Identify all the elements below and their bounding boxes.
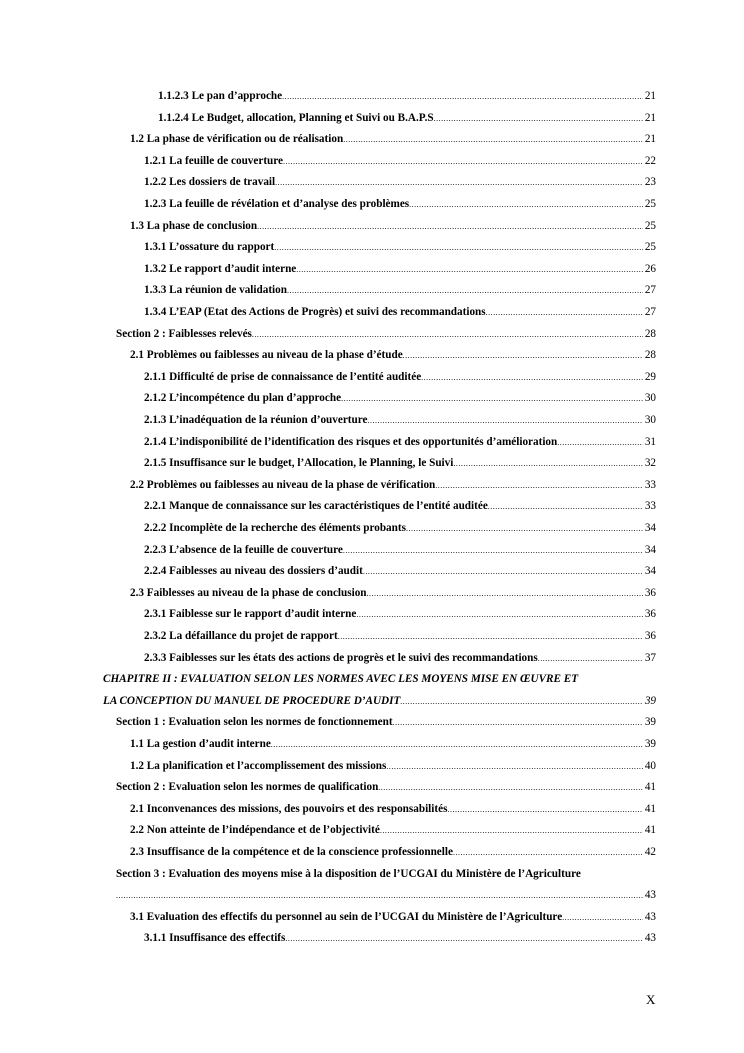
leader-dots	[282, 90, 643, 104]
leader-dots	[283, 155, 643, 169]
leader-dots	[434, 112, 643, 126]
toc-entry-ch2-2-2[interactable]: 2.2 Non atteinte de l’indépendance et de l’objectivité ..... 41	[130, 823, 656, 838]
toc-entry-2-3-1[interactable]: 2.3.1 Faiblesse sur le rapport d’audit interne ..... 36	[144, 607, 656, 622]
toc-entry-section-2[interactable]: Section 2 : Faiblesses relevés ..... 28	[116, 327, 656, 342]
toc-entry-ch2-2-3[interactable]: 2.3 Insuffisance de la compétence et de la conscience professionnelle ..... 42	[130, 845, 656, 860]
toc-entry-1-3-1[interactable]: 1.3.1 L’ossature du rapport ..... 25	[144, 240, 656, 255]
leader-dots	[400, 695, 642, 709]
leader-dots	[274, 241, 643, 255]
toc-chapter-2-heading[interactable]: CHAPITRE II : EVALUATION SELON LES NORMES AVEC LES MOYENS MISE EN ŒUVRE ET	[103, 673, 579, 685]
leader-dots	[367, 414, 642, 428]
leader-dots	[275, 176, 643, 190]
toc-entry-2-1-5[interactable]: 2.1.5 Insuffisance sur le budget, l’Allocation, le Planning, le Suivi ..... 32	[144, 456, 656, 471]
leader-dots	[447, 803, 642, 817]
toc-entry-2-1-2[interactable]: 2.1.2 L’incompétence du plan d’approche ..... 30	[144, 391, 656, 406]
leader-dots	[343, 133, 643, 147]
leader-dots	[257, 220, 643, 234]
toc-entry-ch2-1-1[interactable]: 1.1 La gestion d’audit interne ..... 39	[130, 737, 656, 752]
leader-dots	[271, 738, 643, 752]
leader-dots	[367, 587, 643, 601]
leader-dots	[338, 630, 643, 644]
leader-dots	[363, 565, 643, 579]
leader-dots	[296, 263, 643, 277]
toc-entry-ch2-3-1-1[interactable]: 3.1.1 Insuffisance des effectifs ..... 43	[144, 931, 656, 946]
toc-entry-ch2-section-2[interactable]: Section 2 : Evaluation selon les normes de qualification ..... 41	[116, 780, 656, 795]
leader-dots	[421, 371, 643, 385]
leader-dots	[538, 652, 643, 666]
toc-entry-2-2[interactable]: 2.2 Problèmes ou faiblesses au niveau de la phase de vérification ..... 33	[130, 478, 656, 493]
leader-dots	[453, 457, 642, 471]
toc-entry-1-3-4[interactable]: 1.3.4 L’EAP (Etat des Actions de Progrès) et suivi des recommandations ..... 27	[144, 305, 656, 320]
leader-dots	[386, 760, 642, 774]
toc-entry-1-3-3[interactable]: 1.3.3 La réunion de validation ..... 27	[144, 283, 656, 298]
toc-entry-ch2-1-2[interactable]: 1.2 La planification et l’accomplissement des missions ..... 40	[130, 759, 656, 774]
toc-entry-1-3-2[interactable]: 1.3.2 Le rapport d’audit interne ..... 26	[144, 262, 656, 277]
toc-entry-1-2-1[interactable]: 1.2.1 La feuille de couverture ..... 22	[144, 154, 656, 169]
page-number-footer: X	[646, 992, 656, 1007]
toc-entry-2-3[interactable]: 2.3 Faiblesses au niveau de la phase de conclusion ..... 36	[130, 586, 656, 601]
toc-entry-2-1-4[interactable]: 2.1.4 L’indisponibilité de l’identification des risques et des opportunités d’amélioration ..... 31	[144, 435, 656, 450]
leader-dots	[380, 824, 643, 838]
toc-entry-2-2-3[interactable]: 2.2.3 L’absence de la feuille de couverture ..... 34	[144, 543, 656, 558]
leader-dots	[557, 436, 643, 450]
toc-entry-2-2-1[interactable]: 2.2.1 Manque de connaissance sur les caractéristiques de l’entité auditée ..... 33	[144, 499, 656, 514]
toc-entry-2-2-4[interactable]: 2.2.4 Faiblesses au niveau des dossiers d’audit ..... 34	[144, 564, 656, 579]
toc-entry-2-1-3[interactable]: 2.1.3 L’inadéquation de la réunion d’ouverture ..... 30	[144, 413, 656, 428]
leader-dots	[393, 716, 643, 730]
toc-entry-2-1-1[interactable]: 2.1.1 Difficulté de prise de connaissance de l’entité auditée ..... 29	[144, 370, 656, 385]
leader-dots	[378, 781, 643, 795]
leader-dots	[406, 522, 643, 536]
leader-dots	[343, 544, 643, 558]
leader-dots	[285, 932, 642, 946]
toc-entry-1-2-3[interactable]: 1.2.3 La feuille de révélation et d’analyse des problèmes ..... 25	[144, 197, 656, 212]
leader-dots	[287, 284, 643, 298]
leader-dots	[116, 889, 643, 903]
leader-dots	[356, 608, 642, 622]
toc-entry-2-1[interactable]: 2.1 Problèmes ou faiblesses au niveau de la phase d’étude ..... 28	[130, 348, 656, 363]
leader-dots	[488, 500, 643, 514]
toc-entry-ch2-section-1[interactable]: Section 1 : Evaluation selon les normes de fonctionnement ..... 39	[116, 715, 656, 730]
leader-dots	[409, 198, 643, 212]
toc-entry-ch2-section-3[interactable]: Section 3 : Evaluation des moyens mise à la disposition de l’UCGAI du Ministère de l’Agriculture	[116, 868, 581, 880]
toc-entry-2-3-3[interactable]: 2.3.3 Faiblesses sur les états des actions de progrès et le suivi des recommandations ..... 37	[144, 651, 656, 666]
toc-entry-1-2-2[interactable]: 1.2.2 Les dossiers de travail ..... 23	[144, 175, 656, 190]
leader-dots	[453, 846, 643, 860]
leader-dots	[341, 392, 643, 406]
toc-entry-ch2-2-1[interactable]: 2.1 Inconvenances des missions, des pouvoirs et des responsabilités ..... 41	[130, 802, 656, 817]
toc-entry-1-2[interactable]: 1.2 La phase de vérification ou de réalisation ..... 21	[130, 132, 656, 147]
toc-entry-1-1-2-3[interactable]: 1.1.2.3 Le pan d’approche ..... 21	[158, 89, 656, 104]
toc-entry-ch2-section-3-cont[interactable]: ..... 43	[116, 888, 656, 903]
leader-dots	[435, 479, 643, 493]
leader-dots	[562, 911, 643, 925]
toc-entry-2-2-2[interactable]: 2.2.2 Incomplète de la recherche des éléments probants ..... 34	[144, 521, 656, 536]
toc-entry-ch2-3-1[interactable]: 3.1 Evaluation des effectifs du personnel au sein de l’UCGAI du Ministère de l’Agriculture ..... 43	[130, 910, 656, 925]
toc-entry-1-3[interactable]: 1.3 La phase de conclusion ..... 25	[130, 219, 656, 234]
toc-entry-2-3-2[interactable]: 2.3.2 La défaillance du projet de rapport ..... 36	[144, 629, 656, 644]
leader-dots	[403, 349, 643, 363]
toc-entry-1-1-2-4[interactable]: 1.1.2.4 Le Budget, allocation, Planning et Suivi ou B.A.P.S ..... 21	[158, 111, 656, 126]
leader-dots	[252, 328, 643, 342]
toc-chapter-2-heading-cont[interactable]: LA CONCEPTION DU MANUEL DE PROCEDURE D’AUDIT ..... 39	[103, 694, 656, 709]
leader-dots	[486, 306, 643, 320]
